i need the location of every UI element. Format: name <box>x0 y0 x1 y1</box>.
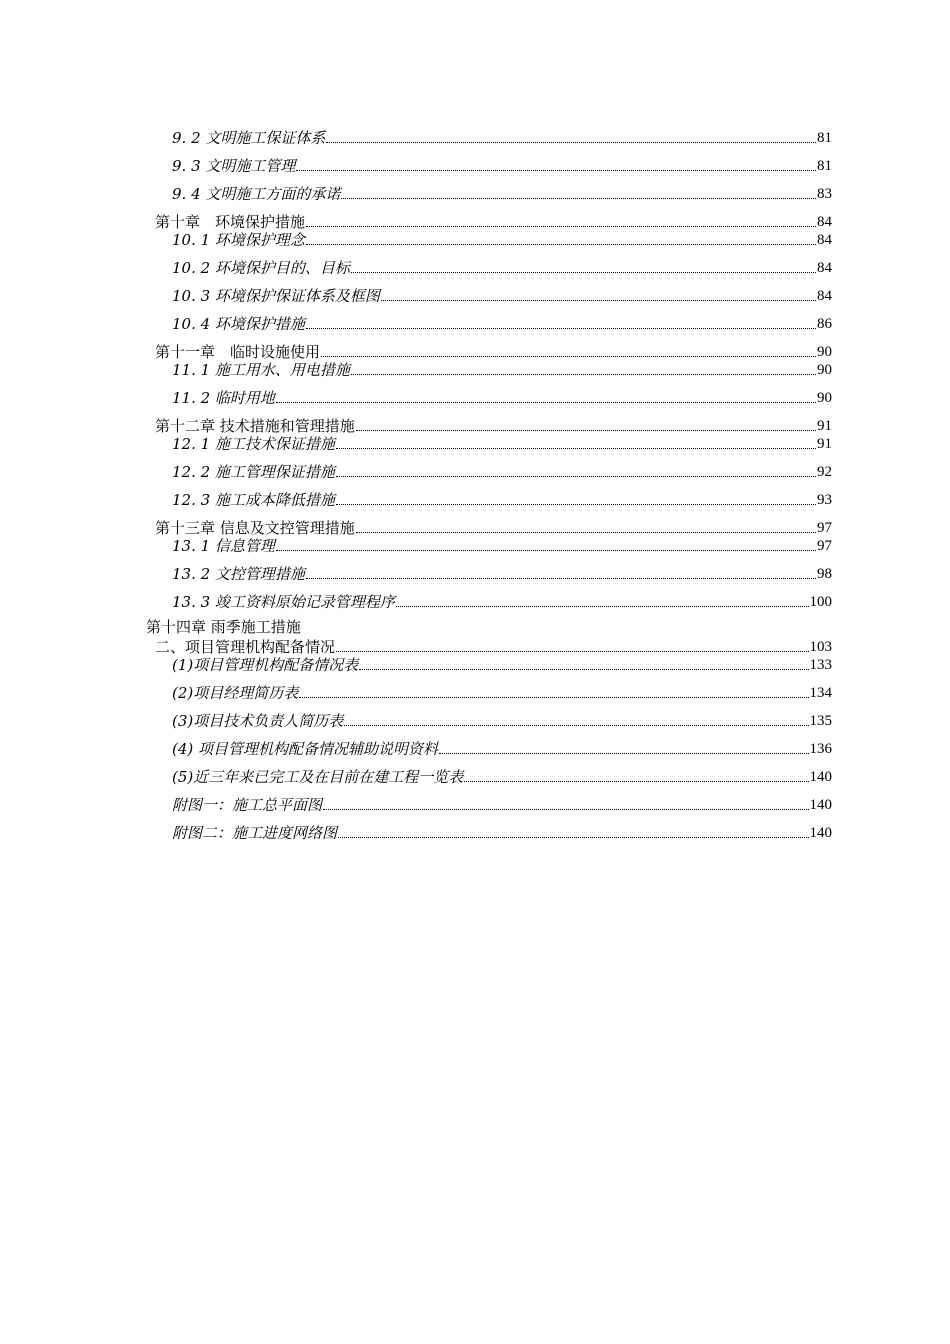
toc-page-number: 86 <box>817 316 832 332</box>
toc-entry-12-1[interactable] <box>172 433 832 453</box>
toc-entry-label: 12. 1 施工技术保证措施 <box>172 435 335 453</box>
dot-leader <box>306 243 816 245</box>
toc-entry-label: 10. 4 环境保护措施 <box>172 315 305 333</box>
toc-entry-appendix-1[interactable] <box>172 794 832 814</box>
toc-entry-appendix-2[interactable] <box>172 822 832 842</box>
dot-leader <box>336 650 808 652</box>
dot-leader <box>439 752 808 754</box>
dot-leader <box>359 668 808 670</box>
toc-entry-label: 附图二：施工进度网络图 <box>172 824 338 842</box>
dot-leader <box>296 169 816 171</box>
toc-entry-2-4[interactable] <box>172 738 832 758</box>
toc-page-number: 98 <box>817 566 832 582</box>
dot-leader <box>356 429 816 431</box>
toc-entry-9-3[interactable] <box>172 155 832 175</box>
toc-entry-10-1[interactable] <box>172 229 832 249</box>
toc-entry-label: 二、项目管理机构配备情况 <box>155 638 336 656</box>
toc-entry-10-2[interactable] <box>172 257 832 277</box>
toc-entry-12-3[interactable] <box>172 489 832 509</box>
toc-page-number: 84 <box>817 232 832 248</box>
dot-leader <box>351 271 816 273</box>
toc-page-number: 133 <box>809 657 832 673</box>
toc-page-number: 140 <box>809 769 832 785</box>
toc-entry-2-1[interactable] <box>172 654 832 674</box>
toc-page-number: 97 <box>817 538 832 554</box>
dot-leader <box>336 503 816 505</box>
dot-leader <box>351 373 816 375</box>
toc-entry-2-5[interactable] <box>172 766 832 786</box>
toc-entry-13-1[interactable] <box>172 535 832 555</box>
dot-leader <box>381 299 816 301</box>
toc-page-number: 100 <box>809 594 832 610</box>
dot-leader <box>464 780 808 782</box>
toc-entry-label: 13. 2 文控管理措施 <box>172 565 305 583</box>
toc-entry-9-4[interactable] <box>172 183 832 203</box>
toc-entry-label: 附图一：施工总平面图 <box>172 796 323 814</box>
toc-chapter-12[interactable] <box>155 415 832 435</box>
dot-leader <box>299 696 808 698</box>
toc-page-number: 92 <box>817 464 832 480</box>
toc-entry-label: 11. 2 临时用地 <box>172 389 275 407</box>
toc-entry-label: 13. 3 竣工资料原始记录管理程序 <box>172 593 395 611</box>
toc-entry-10-3[interactable] <box>172 285 832 305</box>
toc-entry-12-2[interactable] <box>172 461 832 481</box>
toc-entry-label: 10. 3 环境保护保证体系及框图 <box>172 287 380 305</box>
toc-chapter-11[interactable] <box>155 341 832 361</box>
toc-entry-label: 12. 2 施工管理保证措施 <box>172 463 335 481</box>
toc-entry-9-2[interactable] <box>172 127 832 147</box>
toc-section-2[interactable] <box>155 636 832 656</box>
toc-entry-label: 9. 3 文明施工管理 <box>172 157 296 175</box>
toc-page-number: 91 <box>817 436 832 452</box>
toc-entry-13-3[interactable] <box>172 591 832 611</box>
toc-entry-2-3[interactable] <box>172 710 832 730</box>
dot-leader <box>276 401 816 403</box>
dot-leader <box>326 141 816 143</box>
toc-page-number: 135 <box>809 713 832 729</box>
dot-leader <box>306 225 816 227</box>
toc-page-number: 81 <box>817 130 832 146</box>
toc-entry-13-2[interactable] <box>172 563 832 583</box>
dot-leader <box>336 447 816 449</box>
toc-page-number: 134 <box>809 685 832 701</box>
toc-chapter-10[interactable] <box>155 211 832 231</box>
toc-entry-label: (2)项目经理简历表 <box>172 684 299 702</box>
toc-entry-label: 10. 1 环境保护理念 <box>172 231 305 249</box>
toc-entry-label: 12. 3 施工成本降低措施 <box>172 491 335 509</box>
toc-page-number: 103 <box>809 639 832 655</box>
toc-page-number: 90 <box>817 390 832 406</box>
toc-entry-label: 第十二章 技术措施和管理措施 <box>155 417 355 435</box>
toc-page-number: 91 <box>817 418 832 434</box>
dot-leader <box>323 808 808 810</box>
dot-leader <box>306 327 816 329</box>
toc-page-number: 84 <box>817 260 832 276</box>
dot-leader <box>396 605 809 607</box>
toc-page-number: 83 <box>817 186 832 202</box>
dot-leader <box>276 549 816 551</box>
toc-entry-11-1[interactable] <box>172 359 832 379</box>
dot-leader <box>344 724 808 726</box>
toc-entry-label: (1)项目管理机构配备情况表 <box>172 656 359 674</box>
toc-entry-10-4[interactable] <box>172 313 832 333</box>
toc-page-number: 136 <box>809 741 832 757</box>
toc-page-number: 90 <box>817 344 832 360</box>
toc-entry-label: 第十三章 信息及文控管理措施 <box>155 519 355 537</box>
toc-page-number: 140 <box>809 797 832 813</box>
dot-leader <box>338 836 808 838</box>
toc-page-number: 97 <box>817 520 832 536</box>
toc-page-number: 140 <box>809 825 832 841</box>
dot-leader <box>356 531 816 533</box>
toc-entry-label: (4) 项目管理机构配备情况辅助说明资料 <box>172 740 439 758</box>
dot-leader <box>321 355 816 357</box>
toc-entry-label: 第十一章 临时设施使用 <box>155 343 321 361</box>
dot-leader <box>306 577 816 579</box>
toc-page-number: 81 <box>817 158 832 174</box>
toc-entry-label: (5)近三年来已完工及在目前在建工程一览表 <box>172 768 464 786</box>
toc-entry-2-2[interactable] <box>172 682 832 702</box>
toc-entry-label: 9. 4 文明施工方面的承诺 <box>172 185 341 203</box>
toc-entry-label: 10. 2 环境保护目的、目标 <box>172 259 350 277</box>
toc-entry-label: (3)项目技术负责人简历表 <box>172 712 344 730</box>
dot-leader <box>341 197 816 199</box>
toc-entry-label: 13. 1 信息管理 <box>172 537 275 555</box>
toc-entry-label: 9. 2 文明施工保证体系 <box>172 129 326 147</box>
toc-page-number: 84 <box>817 214 832 230</box>
toc-page-number: 90 <box>817 362 832 378</box>
toc-chapter-13[interactable] <box>155 517 832 537</box>
toc-entry-11-2[interactable] <box>172 387 832 407</box>
dot-leader <box>336 475 816 477</box>
toc-page-number: 84 <box>817 288 832 304</box>
toc-chapter-14-heading[interactable]: 第十四章 雨季施工措施 <box>146 618 301 636</box>
toc-entry-label: 11. 1 施工用水、用电措施 <box>172 361 350 379</box>
toc-page-number: 93 <box>817 492 832 508</box>
toc-entry-label: 第十章 环境保护措施 <box>155 213 306 231</box>
